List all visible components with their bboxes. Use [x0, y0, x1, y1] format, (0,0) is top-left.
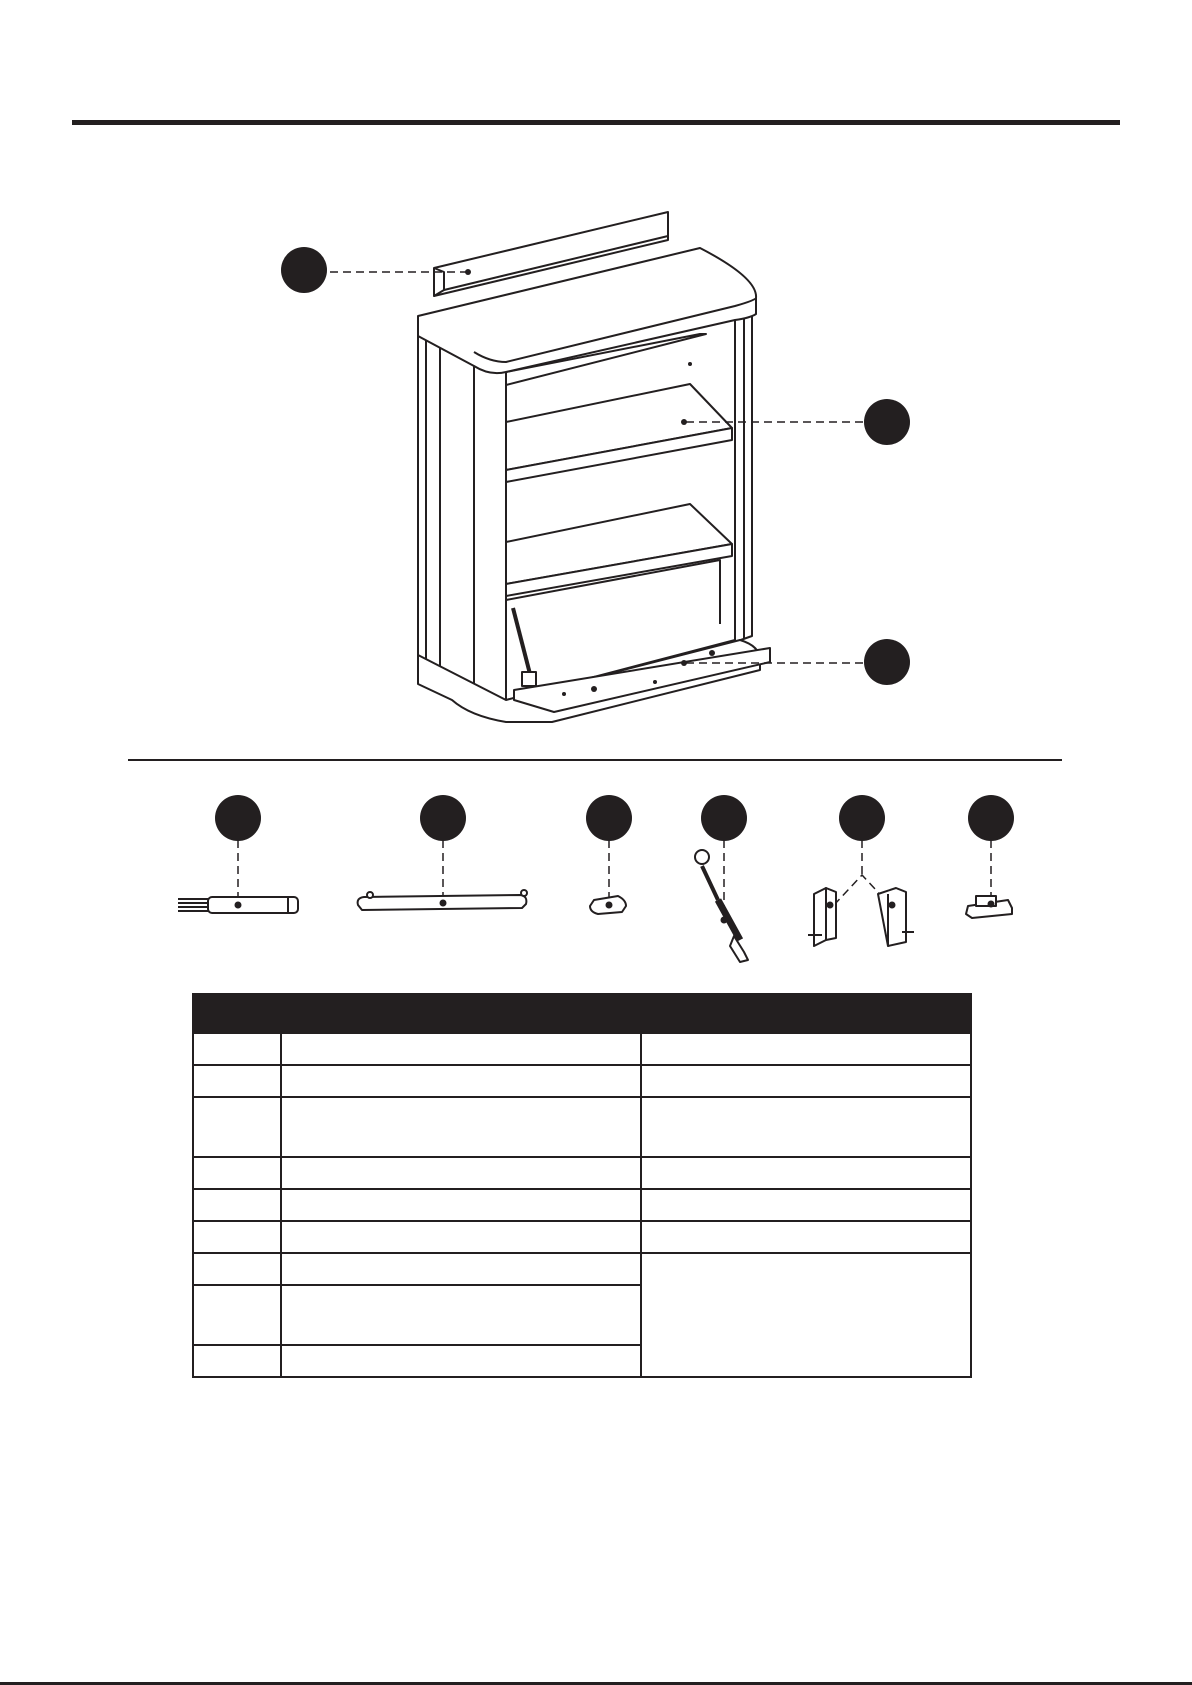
table-cell — [281, 1033, 641, 1065]
callout-hardware-6 — [968, 795, 1014, 841]
table-cell — [641, 1065, 971, 1097]
table-cell — [193, 1157, 281, 1189]
magnetic-catch-part — [966, 896, 1012, 918]
hinge-bracket-right — [878, 888, 914, 946]
table-cell — [641, 1097, 971, 1157]
table-cell — [281, 1253, 641, 1285]
cam-bolt-part — [178, 897, 298, 913]
table-row — [193, 1189, 971, 1221]
table-header-row — [193, 994, 971, 1033]
table-cell — [281, 1189, 641, 1221]
table-cell — [193, 1345, 281, 1377]
table-header-cell — [641, 994, 971, 1033]
bookcase-cabinet — [418, 212, 770, 722]
hinge-bracket-left — [808, 888, 836, 946]
table-cell — [193, 1097, 281, 1157]
table-cell — [641, 1157, 971, 1189]
callout-shelf — [864, 399, 910, 445]
callout-hardware-1 — [215, 795, 261, 841]
callout-hardware-2 — [420, 795, 466, 841]
parts-list-table — [192, 993, 972, 1378]
gas-strut-part — [695, 850, 748, 962]
callout-hardware-4 — [701, 795, 747, 841]
callout-hardware-3 — [586, 795, 632, 841]
dowel-nut-part — [590, 896, 626, 914]
table-row — [193, 1253, 971, 1285]
table-row — [193, 1221, 971, 1253]
table-cell — [281, 1345, 641, 1377]
table-cell — [281, 1097, 641, 1157]
table-cell — [641, 1221, 971, 1253]
table-cell — [193, 1221, 281, 1253]
callout-back-rail — [281, 247, 327, 293]
table-cell — [281, 1285, 641, 1345]
table-cell — [281, 1157, 641, 1189]
table-header-cell — [281, 994, 641, 1033]
table-cell — [281, 1221, 641, 1253]
table-cell — [281, 1065, 641, 1097]
callout-hardware-5 — [839, 795, 885, 841]
hardware-parts — [178, 850, 1012, 962]
callout-base — [864, 639, 910, 685]
table-row — [193, 1065, 971, 1097]
table-header-cell — [193, 994, 281, 1033]
table-cell — [641, 1189, 971, 1221]
table-cell — [641, 1033, 971, 1065]
table-cell — [193, 1285, 281, 1345]
table-row — [193, 1097, 971, 1157]
table-row — [193, 1033, 971, 1065]
table-cell — [193, 1065, 281, 1097]
table-cell — [193, 1189, 281, 1221]
table-cell — [193, 1253, 281, 1285]
table-cell — [193, 1033, 281, 1065]
table-merged-cell — [641, 1253, 971, 1377]
table-row — [193, 1157, 971, 1189]
